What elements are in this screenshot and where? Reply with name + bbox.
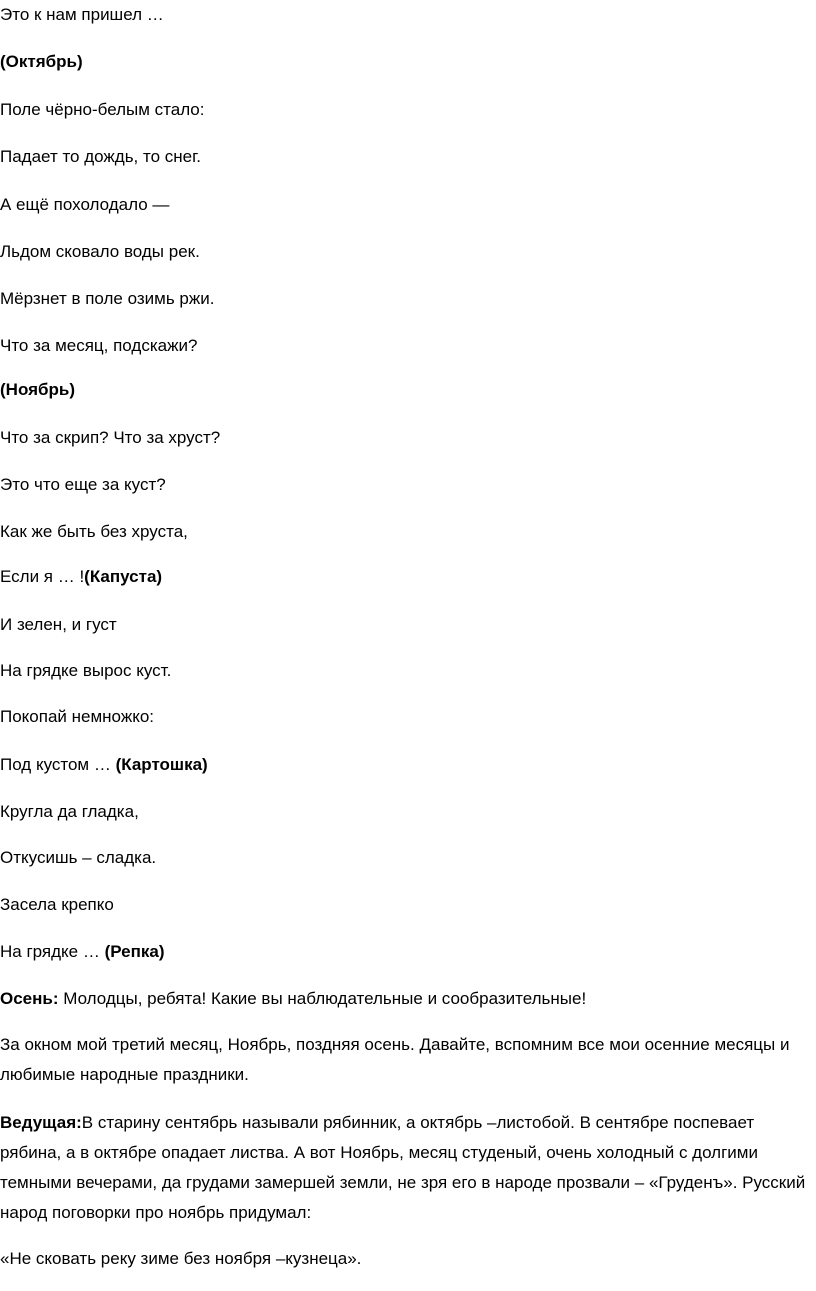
riddle-line: Откусишь – сладка. xyxy=(0,848,157,867)
riddle-line-with-answer xyxy=(0,941,165,963)
riddle-line: Что за месяц, подскажи? xyxy=(0,336,198,355)
riddle-line: Засела крепко xyxy=(0,895,114,914)
riddle-text: Под кустом … xyxy=(0,755,116,774)
speaker-autumn: Осень: xyxy=(0,989,59,1008)
riddle-line: И зелен, и густ xyxy=(0,615,117,634)
riddle-line: Это что еще за куст? xyxy=(0,475,166,494)
riddle-line: Как же быть без хруста, xyxy=(0,522,188,541)
riddle-line-with-answer xyxy=(0,566,162,588)
riddle-line: Это к нам пришел … xyxy=(0,5,164,24)
paragraph: За окном мой третий месяц, Ноябрь, поздняя осень. Давайте, вспомним все мои осенние месяцы и любимые народные праздники. xyxy=(0,1035,790,1084)
proverb: «Не сковать реку зиме без ноября –кузнеца». xyxy=(0,1249,362,1268)
riddle-line: Что за скрип? Что за хруст? xyxy=(0,428,221,447)
answer-turnip: (Репка) xyxy=(104,942,165,961)
answer-cabbage: (Капуста) xyxy=(84,567,163,586)
autumn-speech xyxy=(0,988,586,1010)
riddle-line: Льдом сковало воды рек. xyxy=(0,242,200,261)
riddle-text: На грядке … xyxy=(0,942,105,961)
riddle-line-with-answer xyxy=(0,754,208,776)
answer-potato: (Картошка) xyxy=(115,755,208,774)
riddle-line: На грядке вырос куст. xyxy=(0,661,172,680)
riddle-line: Покопай немножко: xyxy=(0,707,154,726)
host-text: В старину сентябрь называли рябинник, а октябрь –листобой. В сентябре поспевает рябина, а в октябре опадает листва. А вот Ноябрь, месяц студеный, очень холодный с долгими темными вечерами, да грудами замершей земли, не зря его в народе прозвали – «Груденъ». Русский народ поговорки про ноябрь придумал: xyxy=(0,1113,806,1222)
riddle-line: Падает то дождь, то снег. xyxy=(0,147,201,166)
riddle-text: Если я … ! xyxy=(0,567,85,586)
host-speech xyxy=(0,1108,812,1228)
riddle-line: Мёрзнет в поле озимь ржи. xyxy=(0,289,215,308)
autumn-text: Молодцы, ребята! Какие вы наблюдательные и сообразительные! xyxy=(58,989,587,1008)
answer-november: (Ноябрь) xyxy=(0,380,76,399)
riddle-line: А ещё похолодало — xyxy=(0,195,170,214)
riddle-line: Поле чёрно-белым стало: xyxy=(0,100,205,119)
answer-october: (Октябрь) xyxy=(0,52,83,71)
speaker-host: Ведущая: xyxy=(0,1113,82,1132)
riddle-line: Кругла да гладка, xyxy=(0,802,139,821)
